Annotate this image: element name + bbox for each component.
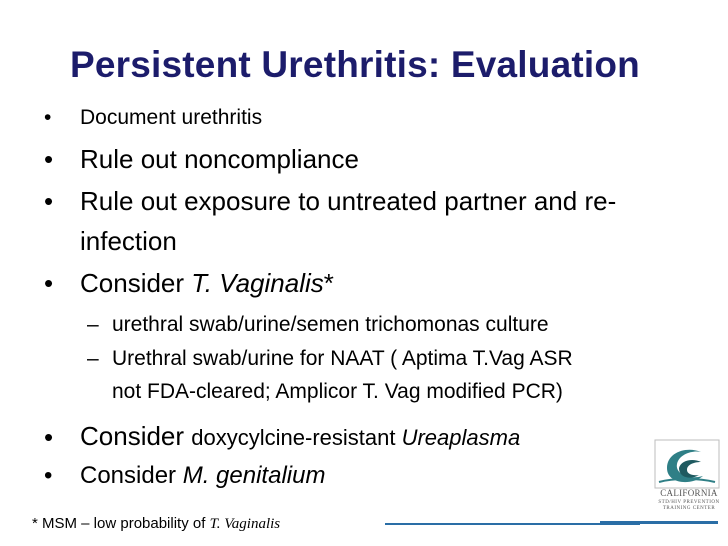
organism-name: M. genitalium bbox=[182, 462, 326, 489]
bullet-text: doxycylcine-resistant bbox=[191, 425, 402, 450]
bullet-document-urethritis: Document urethritis bbox=[80, 106, 263, 129]
footnote-text: * MSM – low probability of bbox=[32, 515, 210, 532]
asterisk: * bbox=[323, 268, 334, 298]
bullet-consider-ureaplasma bbox=[80, 421, 520, 452]
logo-line-3: TRAINING CENTER bbox=[662, 506, 716, 511]
footnote-organism: T. Vaginalis bbox=[209, 516, 281, 532]
organism-name: Ureaplasma bbox=[401, 425, 521, 450]
bullet-rule-out-exposure-line2: infection bbox=[80, 226, 177, 256]
bullet-consider-m-genitalium bbox=[80, 462, 325, 490]
bullet-dot: • bbox=[44, 422, 54, 452]
sub-bullet-dash: – bbox=[87, 313, 99, 336]
bullet-dot: • bbox=[44, 186, 54, 216]
logo-line-1: CALIFORNIA bbox=[660, 488, 718, 498]
bullet-dot: • bbox=[44, 462, 53, 489]
slide-title: Persistent Urethritis: Evaluation bbox=[70, 44, 640, 85]
sub-bullet-naat-line1: Urethral swab/urine for NAAT ( Aptima T.Vag ASR bbox=[112, 347, 573, 370]
sub-bullet-culture: urethral swab/urine/semen trichomonas culture bbox=[112, 313, 549, 336]
logo-text bbox=[653, 489, 725, 511]
footnote bbox=[32, 515, 280, 533]
bullet-text: Consider bbox=[80, 421, 192, 451]
bullet-dot: • bbox=[44, 144, 54, 174]
bullet-consider-t-vaginalis bbox=[80, 268, 334, 299]
logo-line-2: STD/HIV PREVENTION bbox=[658, 500, 720, 505]
footer-rule-accent bbox=[600, 521, 718, 524]
bullet-rule-out-noncompliance: Rule out noncompliance bbox=[80, 144, 359, 174]
bullet-text: Consider bbox=[80, 462, 183, 489]
sub-bullet-naat-line2: not FDA-cleared; Amplicor T. Vag modified PCR) bbox=[112, 380, 563, 403]
bullet-dot: • bbox=[44, 268, 54, 298]
bullet-rule-out-exposure-line1: Rule out exposure to untreated partner and re- bbox=[80, 186, 617, 216]
sub-bullet-dash: – bbox=[87, 347, 99, 370]
bullet-dot: • bbox=[44, 106, 52, 129]
organism-name: T. Vaginalis bbox=[191, 268, 324, 298]
bullet-text: Consider bbox=[80, 268, 192, 298]
